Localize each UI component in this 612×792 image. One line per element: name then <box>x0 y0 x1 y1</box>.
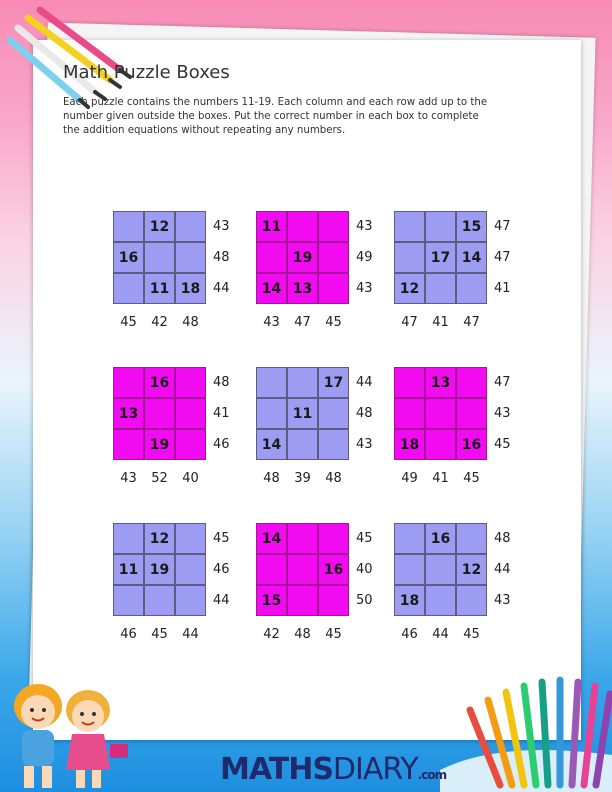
column-sum: 44 <box>182 627 199 642</box>
grid-cell[interactable] <box>456 273 487 304</box>
grid-cell[interactable] <box>318 242 349 273</box>
puzzle-grid <box>113 211 206 304</box>
column-sum: 47 <box>294 315 311 330</box>
puzzle-9 <box>394 523 529 648</box>
column-sum: 52 <box>151 471 168 486</box>
column-sum: 43 <box>120 471 137 486</box>
row-sum: 43 <box>356 281 373 296</box>
grid-cell[interactable] <box>113 273 144 304</box>
logo-diary: DIARY <box>332 752 418 787</box>
puzzle-1 <box>113 211 248 336</box>
grid-cell[interactable] <box>175 398 206 429</box>
grid-cell[interactable] <box>318 585 349 616</box>
grid-cell[interactable] <box>287 211 318 242</box>
grid-cell[interactable] <box>425 429 456 460</box>
grid-cell[interactable]: 14 <box>256 523 287 554</box>
grid-cell[interactable] <box>287 523 318 554</box>
grid-cell[interactable]: 16 <box>318 554 349 585</box>
row-sum: 49 <box>356 250 373 265</box>
puzzle-8 <box>256 523 391 648</box>
column-sum: 45 <box>325 315 342 330</box>
puzzle-grid <box>256 367 349 460</box>
row-sum: 47 <box>494 375 511 390</box>
grid-cell[interactable] <box>425 585 456 616</box>
column-sum: 46 <box>401 627 418 642</box>
column-sum: 41 <box>432 471 449 486</box>
row-sum: 48 <box>494 531 511 546</box>
row-sum: 44 <box>494 562 511 577</box>
grid-cell[interactable] <box>175 585 206 616</box>
instructions-text: Each puzzle contains the numbers 11-19. Each column and each row add up to the number given outside the boxes. Put the correct number in each box to complete the addition equations without repeating any numbers. <box>63 97 488 136</box>
grid-cell[interactable] <box>175 242 206 273</box>
row-sum: 48 <box>213 375 230 390</box>
puzzle-grid <box>394 367 487 460</box>
grid-cell[interactable]: 11 <box>113 554 144 585</box>
column-sum: 45 <box>463 471 480 486</box>
grid-cell[interactable]: 12 <box>394 273 425 304</box>
grid-cell[interactable] <box>175 367 206 398</box>
grid-cell[interactable]: 15 <box>256 585 287 616</box>
column-sum: 46 <box>120 627 137 642</box>
grid-cell[interactable] <box>113 429 144 460</box>
grid-cell[interactable]: 16 <box>425 523 456 554</box>
logo-maths: MATHS <box>220 752 333 787</box>
grid-cell[interactable] <box>318 211 349 242</box>
grid-cell[interactable] <box>425 211 456 242</box>
grid-cell[interactable]: 11 <box>256 211 287 242</box>
row-sum: 43 <box>494 593 511 608</box>
grid-cell[interactable]: 13 <box>113 398 144 429</box>
column-sum: 42 <box>151 315 168 330</box>
grid-cell[interactable]: 12 <box>144 523 175 554</box>
grid-cell[interactable] <box>256 367 287 398</box>
grid-cell[interactable]: 18 <box>175 273 206 304</box>
grid-cell[interactable]: 11 <box>144 273 175 304</box>
row-sum: 44 <box>213 593 230 608</box>
row-sum: 43 <box>356 219 373 234</box>
puzzle-2 <box>256 211 391 336</box>
grid-cell[interactable] <box>175 554 206 585</box>
row-sum: 47 <box>494 250 511 265</box>
grid-cell[interactable] <box>144 398 175 429</box>
row-sum: 43 <box>356 437 373 452</box>
grid-cell[interactable]: 17 <box>425 242 456 273</box>
column-sum: 48 <box>263 471 280 486</box>
grid-cell[interactable] <box>175 429 206 460</box>
column-sum: 48 <box>325 471 342 486</box>
pens-illustration <box>0 0 140 110</box>
row-sum: 44 <box>356 375 373 390</box>
grid-cell[interactable]: 14 <box>256 273 287 304</box>
column-sum: 48 <box>182 315 199 330</box>
grid-cell[interactable] <box>287 554 318 585</box>
grid-cell[interactable]: 12 <box>144 211 175 242</box>
grid-cell[interactable]: 13 <box>287 273 318 304</box>
puzzle-grid <box>113 367 206 460</box>
row-sum: 43 <box>494 406 511 421</box>
grid-cell[interactable] <box>287 585 318 616</box>
kids-illustration <box>0 672 135 792</box>
row-sum: 50 <box>356 593 373 608</box>
row-sum: 47 <box>494 219 511 234</box>
grid-cell[interactable] <box>394 554 425 585</box>
grid-cell[interactable] <box>456 585 487 616</box>
grid-cell[interactable]: 15 <box>456 211 487 242</box>
column-sum: 43 <box>263 315 280 330</box>
grid-cell[interactable]: 16 <box>144 367 175 398</box>
grid-cell[interactable] <box>287 367 318 398</box>
row-sum: 48 <box>213 250 230 265</box>
page-title: Math Puzzle Boxes <box>63 62 230 83</box>
puzzle-grid <box>256 523 349 616</box>
grid-cell[interactable] <box>113 211 144 242</box>
puzzle-4 <box>113 367 248 492</box>
grid-cell[interactable]: 16 <box>113 242 144 273</box>
puzzle-7 <box>113 523 248 648</box>
column-sum: 45 <box>120 315 137 330</box>
grid-cell[interactable] <box>175 523 206 554</box>
column-sum: 42 <box>263 627 280 642</box>
column-sum: 45 <box>463 627 480 642</box>
grid-cell[interactable] <box>425 554 456 585</box>
site-logo[interactable] <box>220 752 446 787</box>
column-sum: 47 <box>463 315 480 330</box>
puzzle-5 <box>256 367 391 492</box>
grid-cell[interactable]: 18 <box>394 585 425 616</box>
row-sum: 44 <box>213 281 230 296</box>
grid-cell[interactable]: 12 <box>456 554 487 585</box>
logo-dotcom: .com <box>417 768 447 782</box>
row-sum: 45 <box>356 531 373 546</box>
row-sum: 46 <box>213 562 230 577</box>
column-sum: 48 <box>294 627 311 642</box>
grid-cell[interactable] <box>318 398 349 429</box>
column-sum: 47 <box>401 315 418 330</box>
puzzle-grid <box>113 523 206 616</box>
grid-cell[interactable] <box>256 554 287 585</box>
grid-cell[interactable] <box>456 398 487 429</box>
grid-cell[interactable]: 19 <box>287 242 318 273</box>
puzzle-grid <box>394 211 487 304</box>
grid-cell[interactable]: 13 <box>425 367 456 398</box>
grid-cell[interactable] <box>318 429 349 460</box>
row-sum: 40 <box>356 562 373 577</box>
puzzle-6 <box>394 367 529 492</box>
grid-cell[interactable] <box>175 211 206 242</box>
grid-cell[interactable]: 19 <box>144 554 175 585</box>
grid-cell[interactable]: 16 <box>456 429 487 460</box>
grid-cell[interactable] <box>456 367 487 398</box>
row-sum: 48 <box>356 406 373 421</box>
puzzle-grid <box>394 523 487 616</box>
grid-cell[interactable] <box>256 398 287 429</box>
grid-cell[interactable] <box>394 523 425 554</box>
grid-cell[interactable] <box>256 242 287 273</box>
grid-cell[interactable] <box>425 273 456 304</box>
column-sum: 40 <box>182 471 199 486</box>
column-sum: 39 <box>294 471 311 486</box>
colored-pencils-illustration <box>440 660 612 792</box>
grid-cell[interactable] <box>113 523 144 554</box>
grid-cell[interactable] <box>318 273 349 304</box>
grid-cell[interactable] <box>394 367 425 398</box>
grid-cell[interactable]: 14 <box>256 429 287 460</box>
column-sum: 41 <box>432 315 449 330</box>
grid-cell[interactable] <box>394 211 425 242</box>
column-sum: 49 <box>401 471 418 486</box>
grid-cell[interactable] <box>318 523 349 554</box>
grid-cell[interactable]: 19 <box>144 429 175 460</box>
puzzle-grid <box>256 211 349 304</box>
grid-cell[interactable] <box>425 398 456 429</box>
grid-cell[interactable] <box>394 242 425 273</box>
column-sum: 45 <box>325 627 342 642</box>
grid-cell[interactable]: 17 <box>318 367 349 398</box>
grid-cell[interactable] <box>287 429 318 460</box>
grid-cell[interactable] <box>456 523 487 554</box>
column-sum: 44 <box>432 627 449 642</box>
row-sum: 45 <box>494 437 511 452</box>
row-sum: 45 <box>213 531 230 546</box>
grid-cell[interactable] <box>113 367 144 398</box>
row-sum: 41 <box>494 281 511 296</box>
row-sum: 43 <box>213 219 230 234</box>
grid-cell[interactable]: 11 <box>287 398 318 429</box>
grid-cell[interactable]: 18 <box>394 429 425 460</box>
grid-cell[interactable]: 14 <box>456 242 487 273</box>
row-sum: 46 <box>213 437 230 452</box>
grid-cell[interactable] <box>144 585 175 616</box>
grid-cell[interactable] <box>113 585 144 616</box>
grid-cell[interactable] <box>394 398 425 429</box>
row-sum: 41 <box>213 406 230 421</box>
puzzle-3 <box>394 211 529 336</box>
grid-cell[interactable] <box>144 242 175 273</box>
column-sum: 45 <box>151 627 168 642</box>
